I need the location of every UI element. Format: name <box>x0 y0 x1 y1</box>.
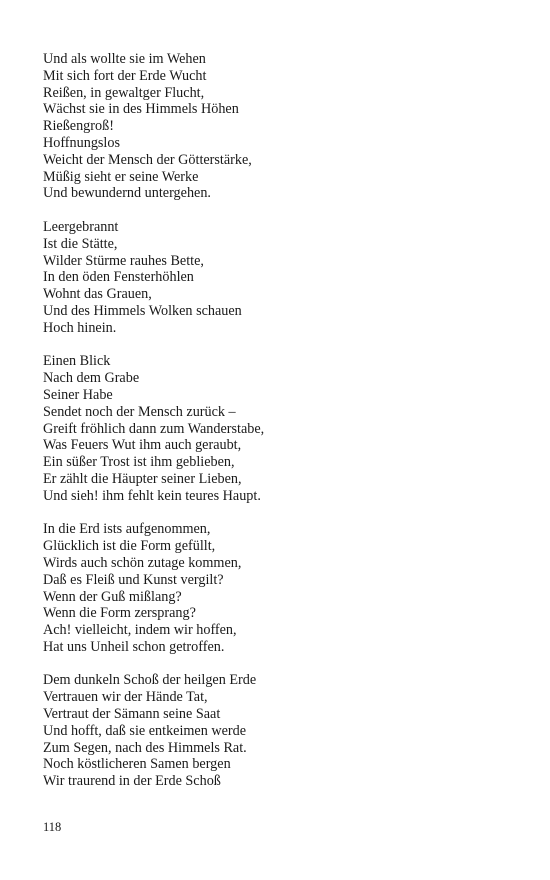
poem-line: Und hofft, daß sie entkeimen werde <box>43 722 247 739</box>
stanza <box>43 521 513 655</box>
poem-line: Daß es Fleiß und Kunst vergilt? <box>43 571 224 588</box>
poem-line: Reißen, in gewaltger Flucht, <box>43 84 205 101</box>
poem-line: Und als wollte sie im Wehen <box>43 51 206 67</box>
poem-line: Und des Himmels Wolken schauen <box>43 302 242 319</box>
poem-line: Zum Segen, nach des Himmels Rat. <box>43 739 247 756</box>
poem-line: Wilder Stürme rauhes Bette, <box>43 252 204 269</box>
poem-line: Hat uns Unheil schon getroffen. <box>43 638 225 655</box>
poem-line: Dem dunkeln Schoß der heilgen Erde <box>43 672 257 689</box>
poem-line: Was Feuers Wut ihm auch geraubt, <box>43 437 242 454</box>
poem-line: Wenn der Guß mißlang? <box>43 588 182 605</box>
poem-body <box>43 51 513 807</box>
poem-line: Mit sich fort der Erde Wucht <box>43 67 207 84</box>
stanza <box>43 51 513 202</box>
poem-line: Einen Blick <box>43 353 111 370</box>
poem-line: Vertraut der Sämann seine Saat <box>43 706 221 723</box>
poem-line: Rießengroß! <box>43 118 114 135</box>
poem-line: Sendet noch der Mensch zurück – <box>43 403 236 420</box>
poem-line: Und sieh! ihm fehlt kein teures Haupt. <box>43 487 261 504</box>
poem-line: Noch köstlicheren Samen bergen <box>43 756 231 773</box>
poem-line: Ein süßer Trost ist ihm geblieben, <box>43 454 235 471</box>
poem-line: Er zählt die Häupter seiner Lieben, <box>43 470 242 487</box>
poem-line: Ach! vielleicht, indem wir hoffen, <box>43 622 237 639</box>
poem-line: Vertrauen wir der Hände Tat, <box>43 689 208 706</box>
poem-line: Müßig sieht er seine Werke <box>43 168 199 185</box>
stanza <box>43 219 513 337</box>
poem-line: In die Erd ists aufgenommen, <box>43 521 211 538</box>
stanza <box>43 353 513 504</box>
poem-line: Hoffnungslos <box>43 134 120 151</box>
poem-line: Und bewundernd untergehen. <box>43 185 211 202</box>
poem-line: Wächst sie in des Himmels Höhen <box>43 101 239 118</box>
poem-line: Ist die Stätte, <box>43 235 118 252</box>
page-number: 118 <box>43 820 62 834</box>
poem-line: Hoch hinein. <box>43 319 117 336</box>
poem-line: Weicht der Mensch der Götterstärke, <box>43 151 252 168</box>
poem-line: Seiner Habe <box>43 386 113 403</box>
poem-line: Wirds auch schön zutage kommen, <box>43 554 242 571</box>
poem-line: Wohnt das Grauen, <box>43 286 152 303</box>
poem-line: Greift fröhlich dann zum Wanderstabe, <box>43 420 265 437</box>
stanza <box>43 672 513 790</box>
poem-line: Glücklich ist die Form gefüllt, <box>43 538 216 555</box>
poem-line: Leergebrannt <box>43 218 119 235</box>
poem-line: Nach dem Grabe <box>43 370 140 387</box>
poem-line: Wir traurend in der Erde Schoß <box>43 773 221 790</box>
poem-line: Wenn die Form zersprang? <box>43 605 196 622</box>
poem-line: In den öden Fensterhöhlen <box>43 269 194 286</box>
